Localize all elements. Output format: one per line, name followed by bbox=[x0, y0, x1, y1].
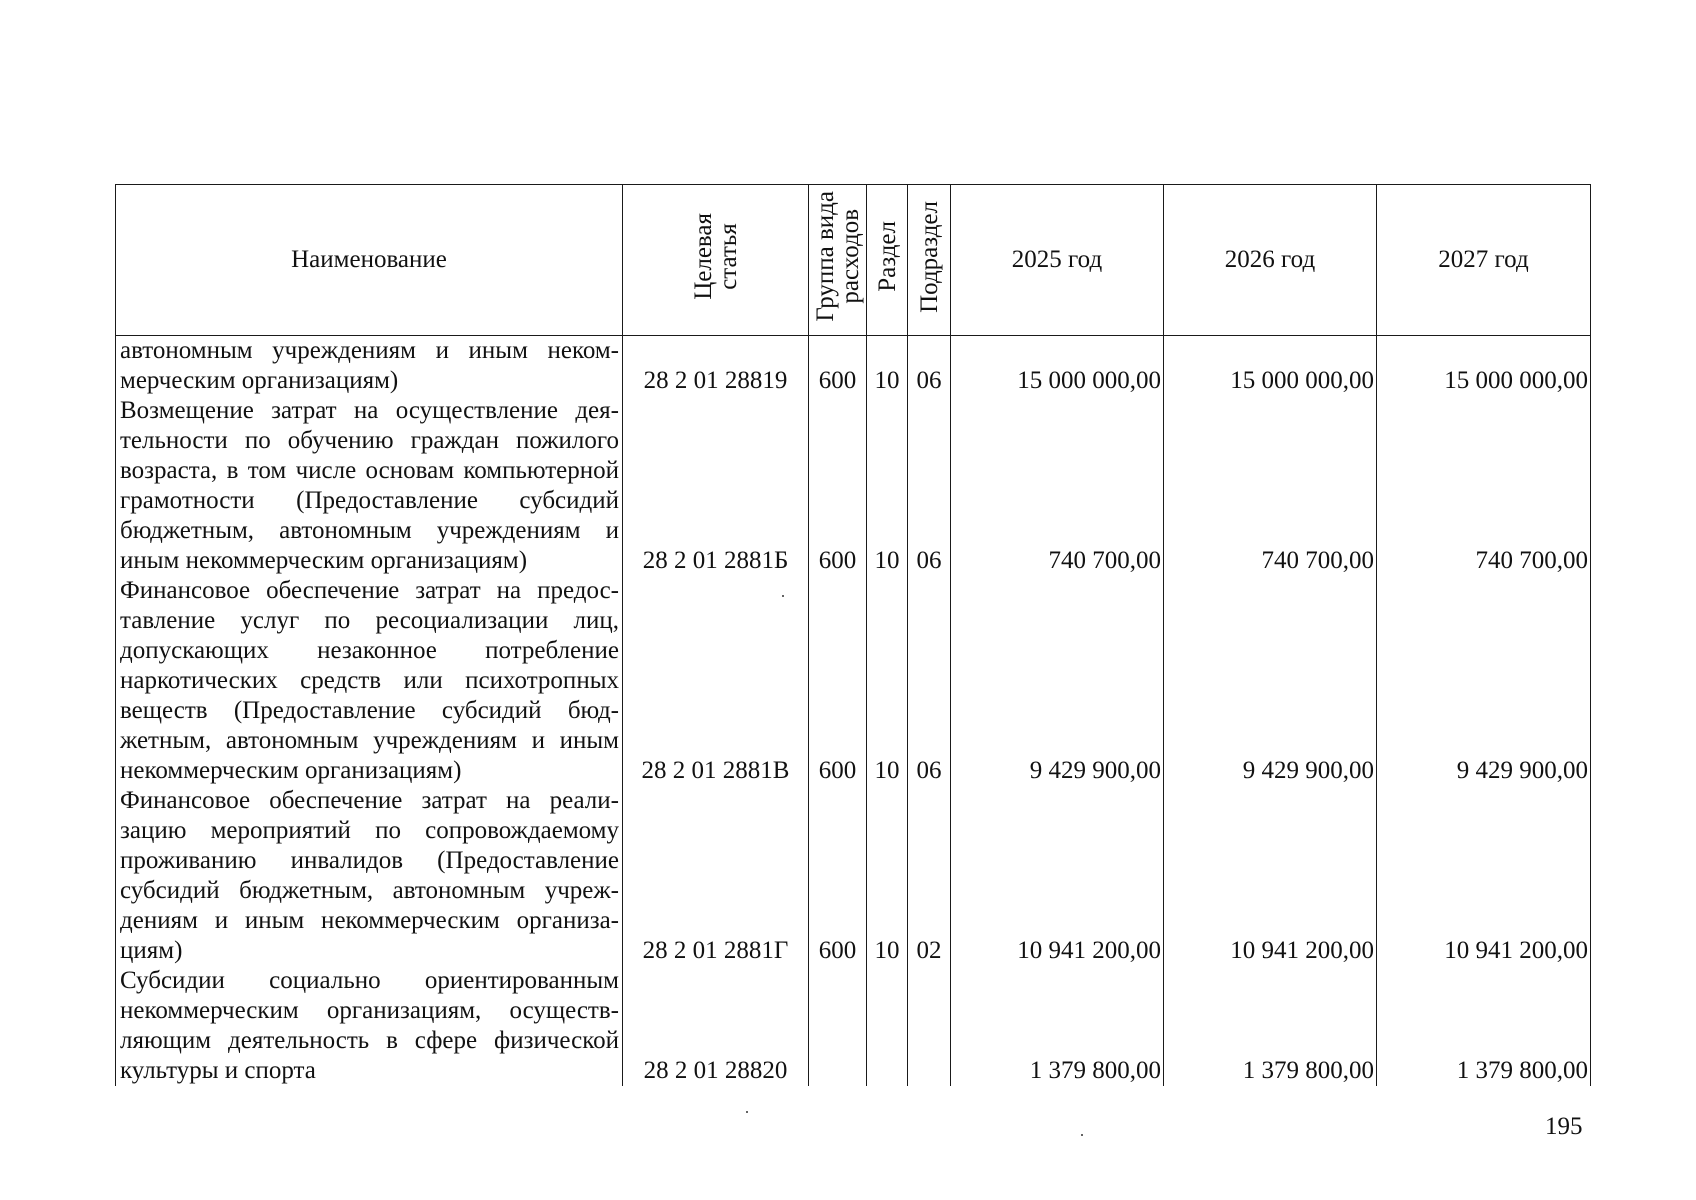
row-amount-2025: 1 379 800,00 bbox=[951, 966, 1164, 1086]
row-name: Финансовое обеспечение затрат на реализацию мероприятий по сопровождаемому проживанию инвалидов (Предоставление субсидий бюджетным, автономным учреждениям и иным некоммерческим организациям) bbox=[116, 786, 623, 966]
row-name: Субсидии социально ориентированным некоммерческим организациям, осуществляющим деятельность в сфере физической культуры и спорта bbox=[116, 966, 623, 1086]
header-target-article: Целевая статья bbox=[623, 185, 809, 336]
row-amount-2026: 15 000 000,00 bbox=[1164, 336, 1377, 397]
row-subsection: 02 bbox=[908, 786, 951, 966]
row-group: 600 bbox=[809, 576, 867, 786]
row-amount-2025: 10 941 200,00 bbox=[951, 786, 1164, 966]
budget-table bbox=[115, 184, 1591, 1086]
header-subsection: Подраздел bbox=[908, 185, 951, 336]
header-expense-group: Группа вида расходов bbox=[809, 185, 867, 336]
row-subsection: 06 bbox=[908, 576, 951, 786]
header-year-2026: 2026 год bbox=[1164, 185, 1377, 336]
row-amount-2027: 1 379 800,00 bbox=[1377, 966, 1591, 1086]
row-code: 28 2 01 28820 bbox=[623, 966, 809, 1086]
row-amount-2027: 10 941 200,00 bbox=[1377, 786, 1591, 966]
page-number: 195 bbox=[1545, 1113, 1583, 1140]
row-name: автономным учреждениям и иным некоммерческим организациям) bbox=[116, 336, 623, 397]
scan-speck bbox=[746, 1111, 748, 1113]
row-amount-2027: 740 700,00 bbox=[1377, 396, 1591, 576]
row-amount-2025: 740 700,00 bbox=[951, 396, 1164, 576]
row-name: Возмещение затрат на осуществление деятельности по обучению граждан пожилого возраста, в том числе основам компьютерной грамотности (Предоставление субсидий бюджетным, автономным учреждениям и иным некоммерческим организациям) bbox=[116, 396, 623, 576]
row-subsection bbox=[908, 966, 951, 1086]
row-group bbox=[809, 966, 867, 1086]
row-amount-2026: 9 429 900,00 bbox=[1164, 576, 1377, 786]
row-amount-2025: 9 429 900,00 bbox=[951, 576, 1164, 786]
table-row bbox=[116, 336, 1591, 397]
row-group: 600 bbox=[809, 786, 867, 966]
row-code: 28 2 01 2881Б bbox=[623, 396, 809, 576]
row-amount-2026: 1 379 800,00 bbox=[1164, 966, 1377, 1086]
scan-speck bbox=[1081, 1134, 1083, 1136]
header-section: Раздел bbox=[867, 185, 908, 336]
header-year-2027: 2027 год bbox=[1377, 185, 1591, 336]
row-amount-2027: 15 000 000,00 bbox=[1377, 336, 1591, 397]
scan-speck bbox=[782, 595, 784, 597]
row-code: 28 2 01 2881Г bbox=[623, 786, 809, 966]
table-header-row bbox=[116, 185, 1591, 336]
header-year-2025: 2025 год bbox=[951, 185, 1164, 336]
row-amount-2026: 740 700,00 bbox=[1164, 396, 1377, 576]
row-section bbox=[867, 966, 908, 1086]
table-row bbox=[116, 576, 1591, 786]
row-section: 10 bbox=[867, 336, 908, 397]
row-amount-2027: 9 429 900,00 bbox=[1377, 576, 1591, 786]
row-section: 10 bbox=[867, 396, 908, 576]
row-group: 600 bbox=[809, 336, 867, 397]
row-section: 10 bbox=[867, 786, 908, 966]
row-code: 28 2 01 28819 bbox=[623, 336, 809, 397]
table-row bbox=[116, 396, 1591, 576]
row-section: 10 bbox=[867, 576, 908, 786]
header-name: Наименование bbox=[116, 185, 623, 336]
row-name: Финансовое обеспечение затрат на предоставление услуг по ресоциализации лиц, допускающих незаконное потребление наркотических средств или психотропных веществ (Предоставление субсидий бюджетным, автономным учреждениям и иным некоммерческим организациям) bbox=[116, 576, 623, 786]
row-subsection: 06 bbox=[908, 396, 951, 576]
table-row bbox=[116, 966, 1591, 1086]
row-code: 28 2 01 2881В bbox=[623, 576, 809, 786]
row-amount-2025: 15 000 000,00 bbox=[951, 336, 1164, 397]
row-subsection: 06 bbox=[908, 336, 951, 397]
row-group: 600 bbox=[809, 396, 867, 576]
row-amount-2026: 10 941 200,00 bbox=[1164, 786, 1377, 966]
table-row bbox=[116, 786, 1591, 966]
